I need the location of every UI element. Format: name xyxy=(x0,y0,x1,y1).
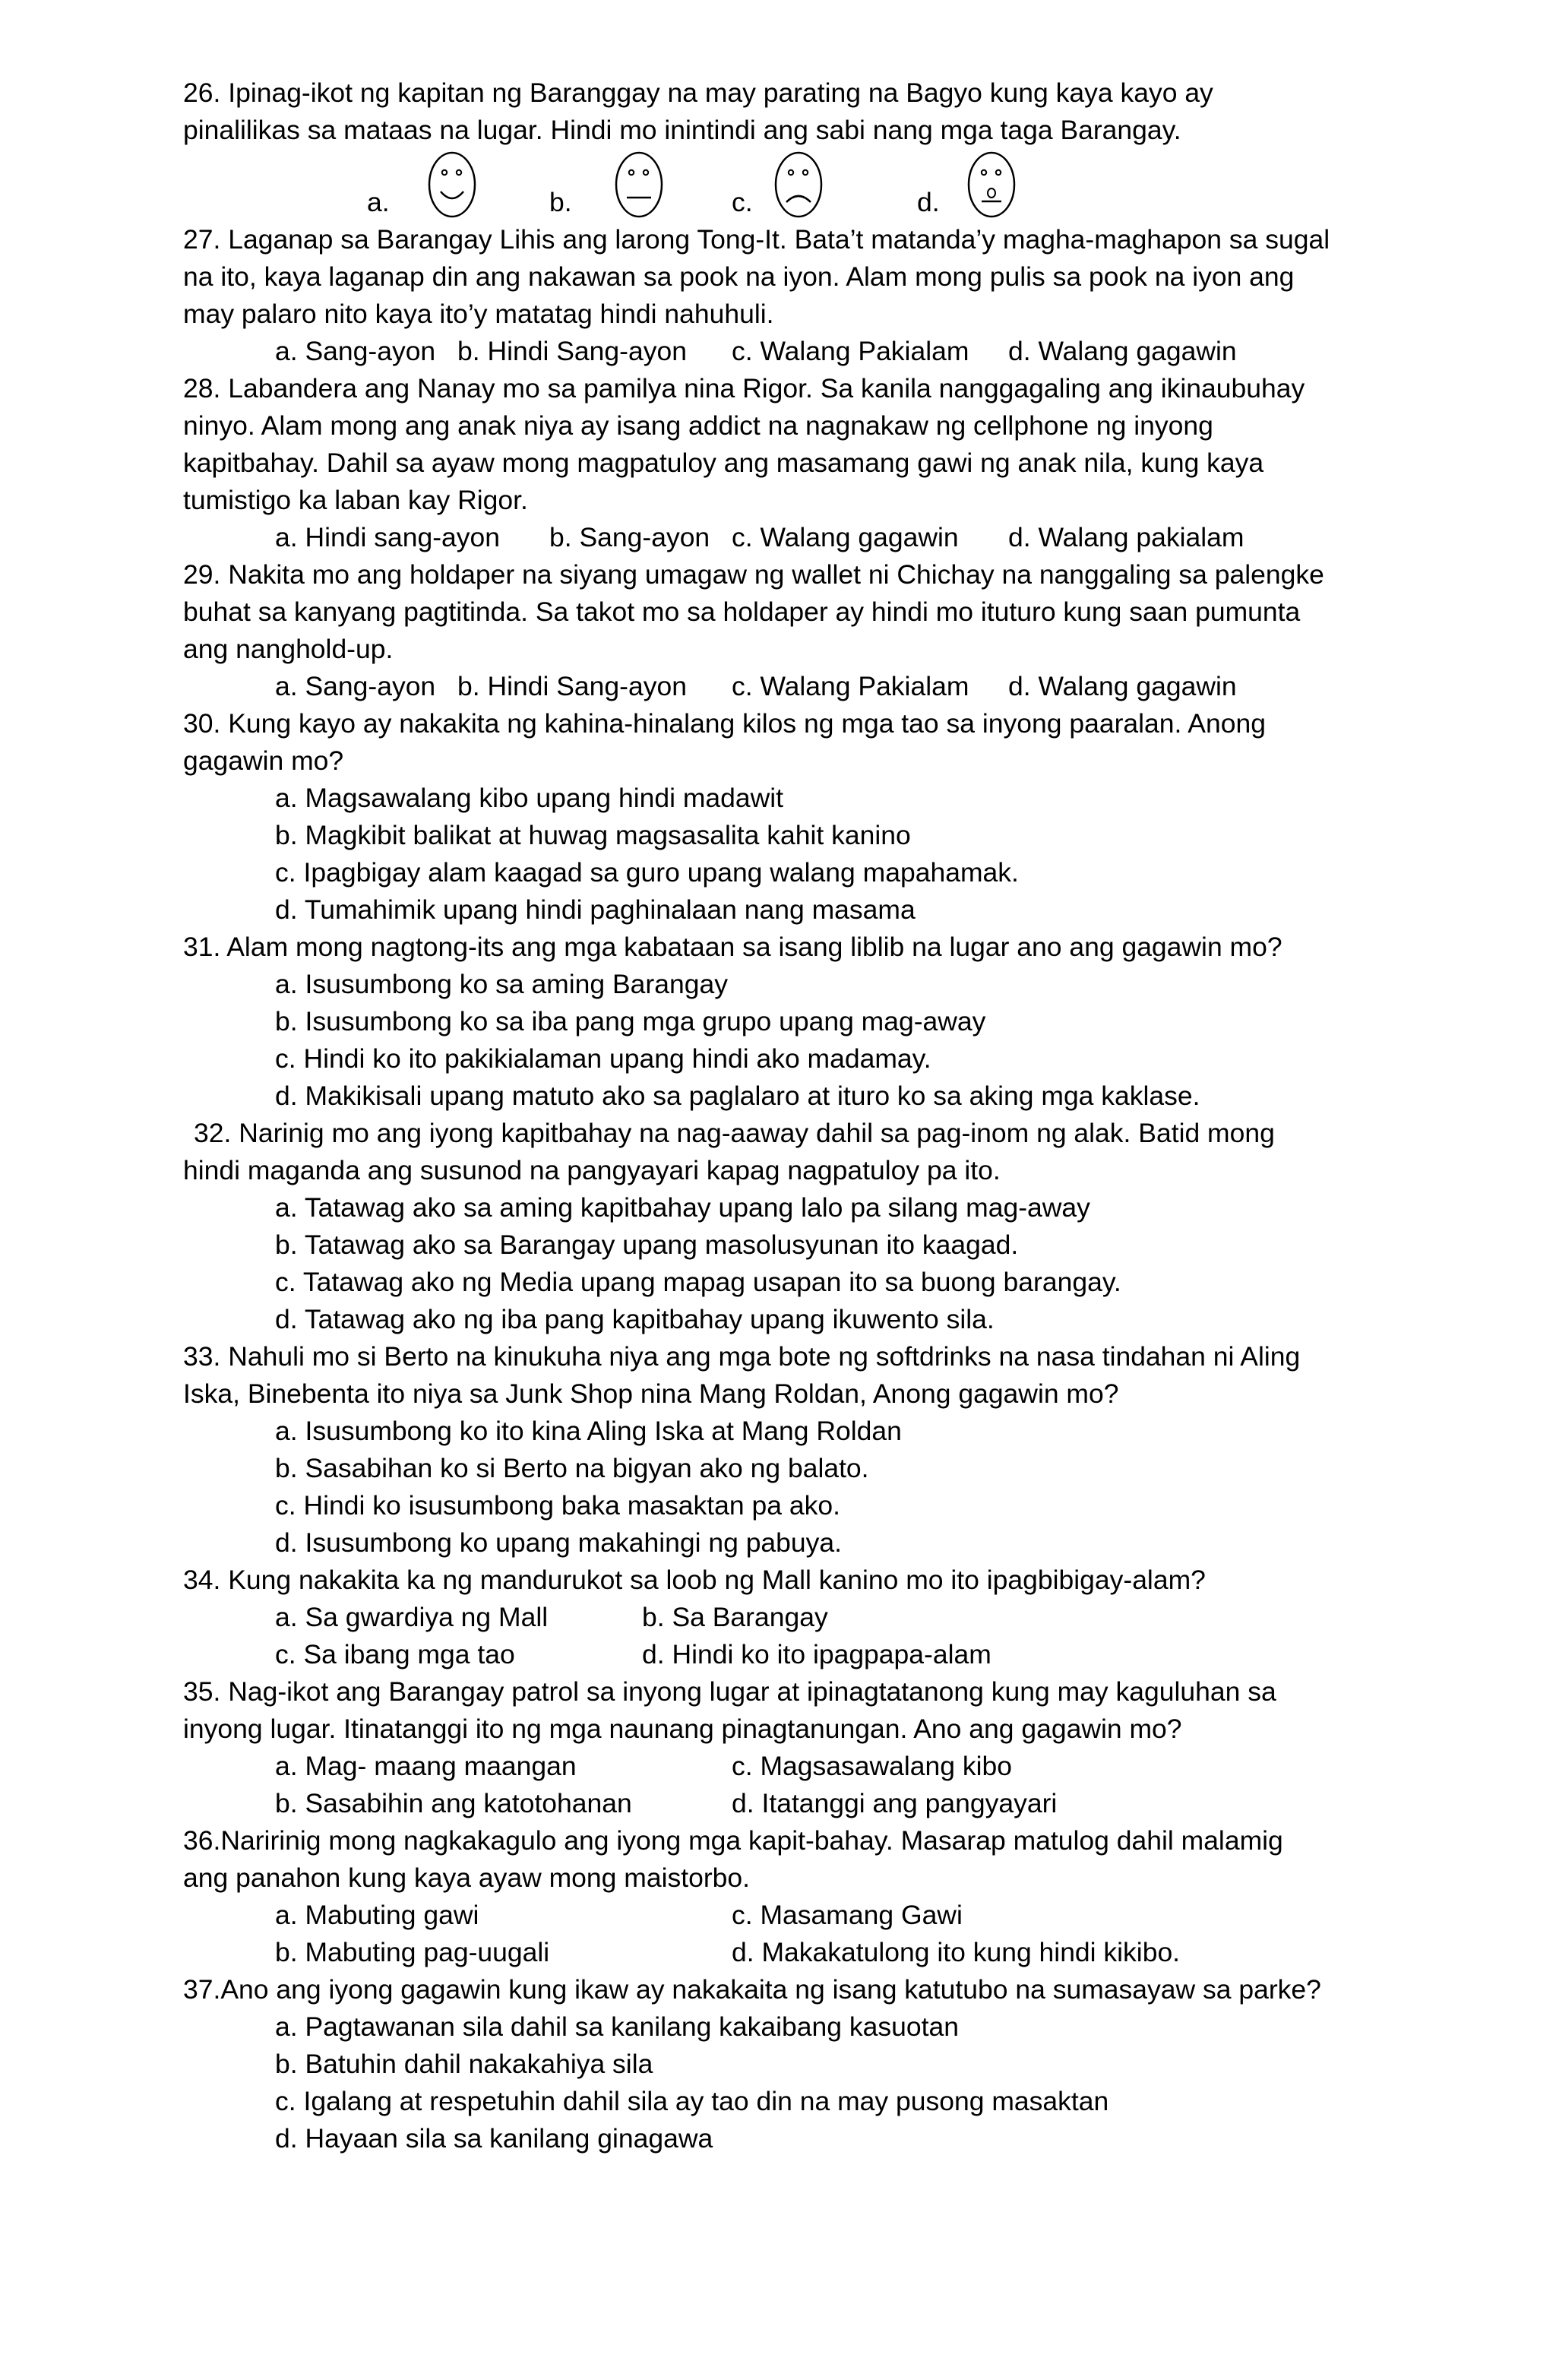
q27-option-c: c. Walang Pakialam xyxy=(732,336,969,366)
q29-option-d: d. Walang gagawin xyxy=(1008,671,1237,701)
q35-line-1: 35. Nag-ikot ang Barangay patrol sa inyong lugar at ipinagtatanong kung may kaguluhan sa xyxy=(183,1676,1276,1707)
q35-option-c: c. Magsasawalang kibo xyxy=(732,1751,1013,1781)
q32-option-d: d. Tatawag ako ng iba pang kapitbahay upang ikuwento sila. xyxy=(275,1304,995,1334)
q32-option-c: c. Tatawag ako ng Media upang mapag usapan ito sa buong barangay. xyxy=(275,1267,1121,1297)
q37-option-c: c. Igalang at respetuhin dahil sila ay tao din na may pusong masaktan xyxy=(275,2086,1109,2116)
smiling-face-icon xyxy=(427,150,477,219)
q29-line-2: buhat sa kanyang pagtitinda. Sa takot mo sa holdaper ay hindi mo ituturo kung saan pumunta xyxy=(183,597,1301,627)
q27-line-1: 27. Laganap sa Barangay Lihis ang larong Tong-It. Bata’t matanda’y magha-maghapon sa sugal xyxy=(183,224,1330,255)
q35-option-d: d. Itatanggi ang pangyayari xyxy=(732,1788,1058,1818)
q32-option-b: b. Tatawag ako sa Barangay upang masolusyunan ito kaagad. xyxy=(275,1230,1019,1260)
q30-option-a: a. Magsawalang kibo upang hindi madawit xyxy=(275,783,784,813)
surprised-face-icon xyxy=(966,150,1017,219)
q31-option-d: d. Makikisali upang matuto ako sa paglalaro at ituro ko sa aking mga kaklase. xyxy=(275,1081,1200,1111)
q30-option-d: d. Tumahimik upang hindi paghinalaan nang masama xyxy=(275,894,916,925)
q26-option-d-label: d. xyxy=(917,187,940,217)
q26-line-1: 26. Ipinag-ikot ng kapitan ng Baranggay na may parating na Bagyo kung kaya kayo ay xyxy=(183,78,1213,108)
q37-option-a: a. Pagtawanan sila dahil sa kanilang kakaibang kasuotan xyxy=(275,2011,959,2042)
q30-option-c: c. Ipagbigay alam kaagad sa guro upang walang mapahamak. xyxy=(275,857,1019,888)
q31-line-1: 31. Alam mong nagtong-its ang mga kabataan sa isang liblib na lugar ano ang gagawin mo? xyxy=(183,932,1282,962)
q33-option-d: d. Isusumbong ko upang makahingi ng pabuya. xyxy=(275,1527,843,1558)
q34-option-b: b. Sa Barangay xyxy=(642,1602,828,1632)
q26-option-c-label: c. xyxy=(732,187,753,217)
q32-option-a: a. Tatawag ako sa aming kapitbahay upang lalo pa silang mag-away xyxy=(275,1192,1090,1223)
q35-option-a: a. Mag- maang maangan xyxy=(275,1751,577,1781)
q31-option-c: c. Hindi ko ito pakikialaman upang hindi ako madamay. xyxy=(275,1043,931,1074)
q28-line-2: ninyo. Alam mong ang anak niya ay isang addict na nagnakaw ng cellphone ng inyong xyxy=(183,410,1213,441)
q27-option-d: d. Walang gagawin xyxy=(1008,336,1237,366)
q27-option-b: b. Hindi Sang-ayon xyxy=(457,336,687,366)
q30-option-b: b. Magkibit balikat at huwag magsasalita kahit kanino xyxy=(275,820,911,850)
q34-option-c: c. Sa ibang mga tao xyxy=(275,1639,515,1669)
q28-option-a: a. Hindi sang-ayon xyxy=(275,522,501,552)
q29-option-b: b. Hindi Sang-ayon xyxy=(457,671,687,701)
q29-line-3: ang nanghold-up. xyxy=(183,634,394,664)
q28-option-d: d. Walang pakialam xyxy=(1008,522,1244,552)
q34-option-a: a. Sa gwardiya ng Mall xyxy=(275,1602,549,1632)
q37-line-1: 37.Ano ang iyong gagawin kung ikaw ay nakakaita ng isang katutubo na sumasayaw sa parke? xyxy=(183,1974,1321,2005)
q32-line-2: hindi maganda ang susunod na pangyayari kapag nagpatuloy pa ito. xyxy=(183,1155,1001,1185)
q30-line-1: 30. Kung kayo ay nakakita ng kahina-hinalang kilos ng mga tao sa inyong paaralan. Anong xyxy=(183,708,1266,739)
q27-line-2: na ito, kaya laganap din ang nakawan sa pook na iyon. Alam mong pulis sa pook na iyon ang xyxy=(183,261,1295,292)
q33-line-2: Iska, Binebenta ito niya sa Junk Shop nina Mang Roldan, Anong gagawin mo? xyxy=(183,1378,1119,1409)
q31-option-a: a. Isusumbong ko sa aming Barangay xyxy=(275,969,728,999)
neutral-face-icon xyxy=(614,150,664,219)
q36-line-1: 36.Naririnig mong nagkakagulo ang iyong mga kapit-bahay. Masarap matulog dahil malamig xyxy=(183,1825,1283,1856)
q34-line-1: 34. Kung nakakita ka ng mandurukot sa loob ng Mall kanino mo ito ipagbibigay-alam? xyxy=(183,1565,1206,1595)
q27-line-3: may palaro nito kaya ito’y matatag hindi nahuhuli. xyxy=(183,299,774,329)
q36-line-2: ang panahon kung kaya ayaw mong maistorbo. xyxy=(183,1863,750,1893)
q29-line-1: 29. Nakita mo ang holdaper na siyang umagaw ng wallet ni Chichay na nanggaling sa palengke xyxy=(183,559,1324,590)
q28-option-b: b. Sang-ayon xyxy=(549,522,710,552)
q35-option-b: b. Sasabihin ang katotohanan xyxy=(275,1788,632,1818)
q36-option-c: c. Masamang Gawi xyxy=(732,1900,963,1930)
q35-line-2: inyong lugar. Itinatanggi ito ng mga naunang pinagtanungan. Ano ang gagawin mo? xyxy=(183,1714,1182,1744)
q36-option-b: b. Mabuting pag-uugali xyxy=(275,1937,550,1967)
q33-option-b: b. Sasabihan ko si Berto na bigyan ako ng balato. xyxy=(275,1453,869,1483)
q33-option-c: c. Hindi ko isusumbong baka masaktan pa ako. xyxy=(275,1490,840,1521)
q30-line-2: gagawin mo? xyxy=(183,745,344,776)
q36-option-d: d. Makakatulong ito kung hindi kikibo. xyxy=(732,1937,1181,1967)
q28-line-4: tumistigo ka laban kay Rigor. xyxy=(183,485,528,515)
q29-option-c: c. Walang Pakialam xyxy=(732,671,969,701)
q36-option-a: a. Mabuting gawi xyxy=(275,1900,479,1930)
frowning-face-icon xyxy=(773,150,824,219)
q28-line-3: kapitbahay. Dahil sa ayaw mong magpatuloy ang masamang gawi ng anak nila, kung kaya xyxy=(183,448,1264,478)
q26-option-a-label: a. xyxy=(367,187,390,217)
q37-option-d: d. Hayaan sila sa kanilang ginagawa xyxy=(275,2123,713,2154)
q33-line-1: 33. Nahuli mo si Berto na kinukuha niya ang mga bote ng softdrinks na nasa tindahan ni Aling xyxy=(183,1341,1301,1372)
q34-option-d: d. Hindi ko ito ipagpapa-alam xyxy=(642,1639,991,1669)
q26-line-2: pinalilikas sa mataas na lugar. Hindi mo inintindi ang sabi nang mga taga Barangay. xyxy=(183,115,1181,145)
q27-option-a: a. Sang-ayon xyxy=(275,336,436,366)
q31-option-b: b. Isusumbong ko sa iba pang mga grupo upang mag-away xyxy=(275,1006,986,1037)
q28-option-c: c. Walang gagawin xyxy=(732,522,959,552)
q33-option-a: a. Isusumbong ko ito kina Aling Iska at Mang Roldan xyxy=(275,1416,902,1446)
q32-line-1: 32. Narinig mo ang iyong kapitbahay na nag-aaway dahil sa pag-inom ng alak. Batid mong xyxy=(194,1118,1275,1148)
q29-option-a: a. Sang-ayon xyxy=(275,671,436,701)
q37-option-b: b. Batuhin dahil nakakahiya sila xyxy=(275,2049,653,2079)
q28-line-1: 28. Labandera ang Nanay mo sa pamilya nina Rigor. Sa kanila nanggagaling ang ikinaubuhay xyxy=(183,373,1305,404)
q26-option-b-label: b. xyxy=(549,187,572,217)
